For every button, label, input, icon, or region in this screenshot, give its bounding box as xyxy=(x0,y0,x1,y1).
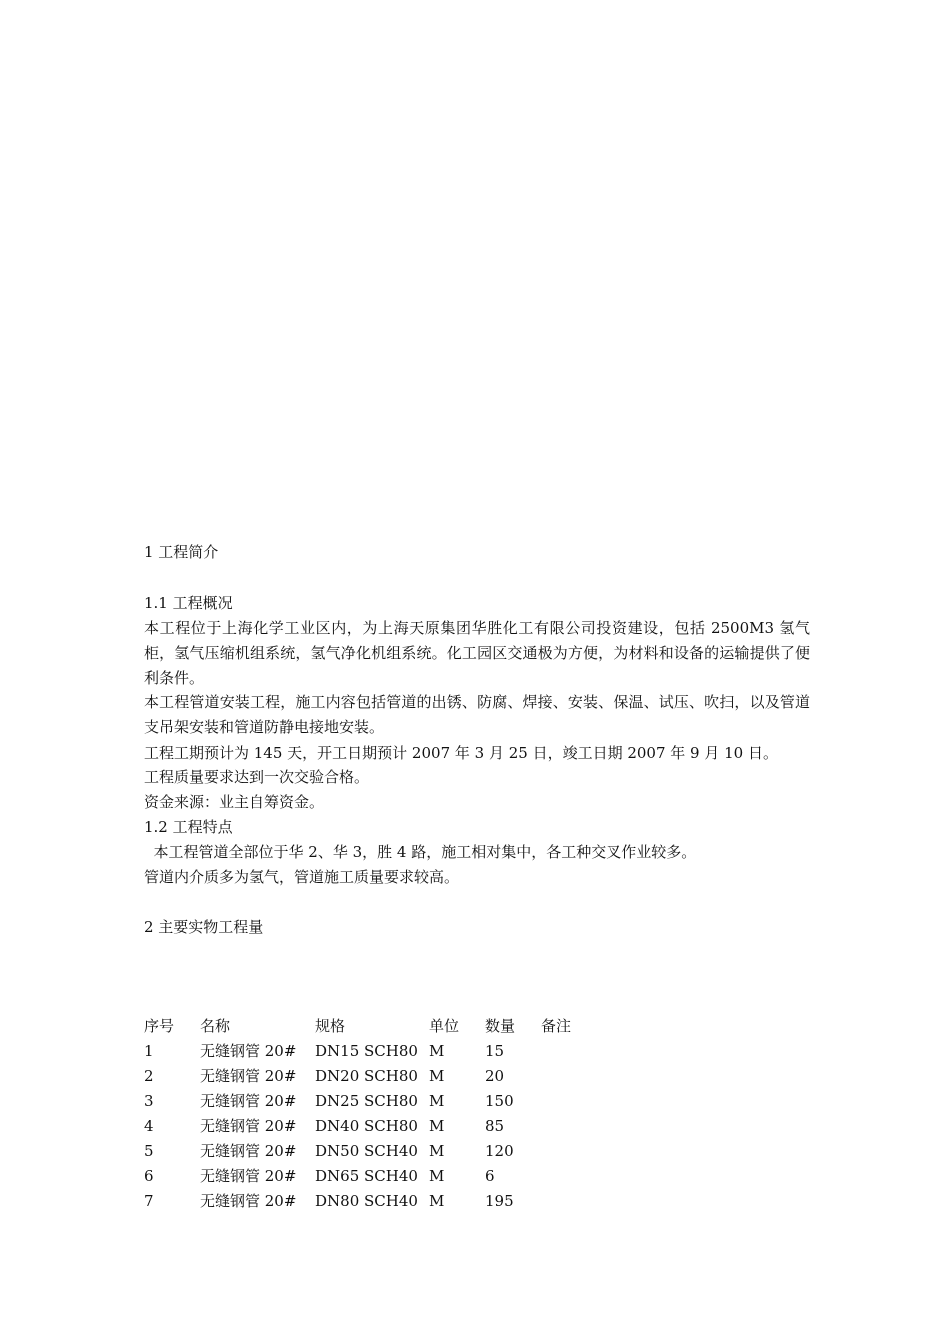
cell-remarks xyxy=(541,1138,591,1163)
cell-quantity: 15 xyxy=(485,1041,505,1060)
cell-name: 无缝钢管 20# xyxy=(200,1092,297,1110)
col-header-index: 序号 xyxy=(144,1017,175,1035)
cell-index: 5 xyxy=(144,1141,154,1160)
cell-remarks xyxy=(541,1113,591,1138)
cell-index: 1 xyxy=(144,1041,154,1060)
cell-unit: M xyxy=(429,1066,445,1085)
cell-quantity: 85 xyxy=(485,1116,505,1135)
cell-spec: DN25 SCH80 xyxy=(315,1091,418,1110)
section-1-1-heading: 1.1 工程概况 xyxy=(144,594,233,612)
cell-remarks xyxy=(541,1088,591,1113)
cell-quantity: 120 xyxy=(485,1141,514,1160)
section-1-heading: 1 工程简介 xyxy=(144,543,219,561)
table-row xyxy=(144,1163,591,1188)
cell-remarks xyxy=(541,1188,591,1213)
cell-name: 无缝钢管 20# xyxy=(200,1167,297,1185)
overview-paragraph-2: 本工程管道安装工程，施工内容包括管道的出锈、防腐、焊接、安装、保温、试压、吹扫，以及管道支吊架安装和管道防静电接地安装。 xyxy=(144,693,810,736)
cell-remarks xyxy=(541,1163,591,1188)
cell-unit: M xyxy=(429,1116,445,1135)
table-row xyxy=(144,1113,591,1138)
cell-unit: M xyxy=(429,1141,445,1160)
cell-spec: DN50 SCH40 xyxy=(315,1141,418,1160)
cell-spec: DN65 SCH40 xyxy=(315,1166,418,1185)
overview-paragraph-schedule: 工程工期预计为 145 天，开工日期预计 2007 年 3 月 25 日，竣工日期 2007 年 9 月 10 日。 xyxy=(144,744,778,762)
cell-name: 无缝钢管 20# xyxy=(200,1067,297,1085)
features-paragraph-1: 本工程管道全部位于华 2、华 3，胜 4 路，施工相对集中，各工种交叉作业较多。 xyxy=(144,843,697,861)
cell-index: 4 xyxy=(144,1116,154,1135)
cell-name: 无缝钢管 20# xyxy=(200,1042,297,1060)
table-row xyxy=(144,1138,591,1163)
table-row xyxy=(144,1038,591,1063)
col-header-spec: 规格 xyxy=(315,1017,346,1035)
cell-index: 3 xyxy=(144,1091,154,1110)
overview-paragraph-funding: 资金来源：业主自筹资金。 xyxy=(144,793,325,811)
cell-index: 7 xyxy=(144,1191,154,1210)
cell-name: 无缝钢管 20# xyxy=(200,1142,297,1160)
col-header-quantity: 数量 xyxy=(485,1017,516,1035)
features-paragraph-2: 管道内介质多为氢气，管道施工质量要求较高。 xyxy=(144,868,460,886)
cell-remarks xyxy=(541,1038,591,1063)
cell-unit: M xyxy=(429,1191,445,1210)
cell-name: 无缝钢管 20# xyxy=(200,1117,297,1135)
cell-spec: DN15 SCH80 xyxy=(315,1041,418,1060)
section-2-heading: 2 主要实物工程量 xyxy=(144,918,264,936)
overview-paragraph-quality: 工程质量要求达到一次交验合格。 xyxy=(144,768,370,786)
table-row xyxy=(144,1063,591,1088)
overview-paragraph-1: 本工程位于上海化学工业区内，为上海天原集团华胜化工有限公司投资建设，包括 2500M3 氢气柜，氢气压缩机组系统，氢气净化机组系统。化工园区交通极为方便，为材料和设备的运输提供了便利条件。 xyxy=(144,619,810,687)
col-header-remarks: 备注 xyxy=(541,1017,572,1035)
cell-unit: M xyxy=(429,1041,445,1060)
cell-spec: DN40 SCH80 xyxy=(315,1116,418,1135)
cell-remarks xyxy=(541,1063,591,1088)
section-1-2-heading: 1.2 工程特点 xyxy=(144,818,233,836)
cell-index: 6 xyxy=(144,1166,154,1185)
cell-unit: M xyxy=(429,1091,445,1110)
table-row xyxy=(144,1088,591,1113)
quantity-table xyxy=(144,1013,591,1213)
cell-unit: M xyxy=(429,1166,445,1185)
table-row xyxy=(144,1188,591,1213)
cell-spec: DN80 SCH40 xyxy=(315,1191,418,1210)
cell-name: 无缝钢管 20# xyxy=(200,1192,297,1210)
cell-index: 2 xyxy=(144,1066,154,1085)
col-header-name: 名称 xyxy=(200,1017,231,1035)
cell-quantity: 20 xyxy=(485,1066,505,1085)
col-header-unit: 单位 xyxy=(429,1017,460,1035)
table-header-row xyxy=(144,1013,591,1038)
cell-quantity: 6 xyxy=(485,1166,495,1185)
cell-spec: DN20 SCH80 xyxy=(315,1066,418,1085)
cell-quantity: 150 xyxy=(485,1091,514,1110)
cell-quantity: 195 xyxy=(485,1191,514,1210)
